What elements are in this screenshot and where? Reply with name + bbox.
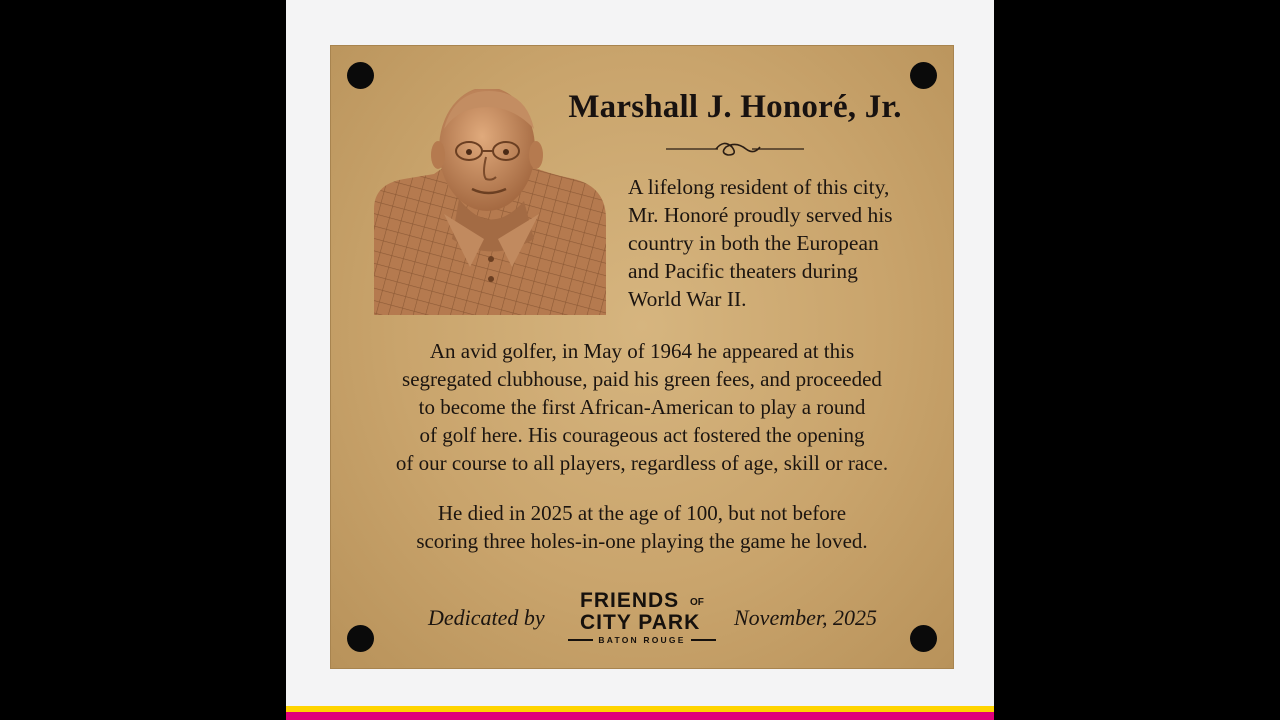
memorial-plaque	[330, 45, 954, 669]
bottom-stripe-magenta	[286, 712, 994, 720]
mounting-bolt-bottom-left	[347, 625, 374, 652]
mounting-bolt-top-right	[910, 62, 937, 89]
logo-of: OF	[690, 597, 704, 608]
golf-history-paragraph	[330, 337, 954, 477]
legacy-paragraph	[330, 499, 954, 555]
paragraph-line: An avid golfer, in May of 1964 he appeared at this	[429, 339, 855, 363]
paragraph-line: of our course to all players, regardless of age, skill or race.	[395, 451, 889, 475]
friends-of-city-park-logo	[562, 589, 722, 649]
paragraph-line: He died in 2025 at the age of 100, but not before	[437, 501, 847, 525]
logo-line-city-park: CITY PARK	[580, 611, 701, 634]
paragraph-line: segregated clubhouse, paid his green fees, and proceeded	[402, 367, 882, 391]
intro-paragraph	[628, 173, 928, 313]
dedicated-by-text: Dedicated by	[428, 605, 545, 630]
intro-line: A lifelong resident of this city,	[628, 175, 890, 199]
intro-line: country in both the European	[628, 231, 879, 255]
paragraph-line: to become the first African-American to play a round	[418, 395, 866, 419]
intro-line: and Pacific theaters during	[628, 259, 858, 283]
flourish-ornament	[666, 137, 804, 161]
intro-line: Mr. Honoré proudly served his	[628, 203, 893, 227]
logo-line-friends: FRIENDS	[580, 589, 680, 612]
intro-line: World War II.	[628, 287, 747, 311]
logo-line-baton-rouge: BATON ROUGE	[568, 635, 716, 645]
dedication-date: November, 2025	[734, 605, 877, 630]
paragraph-line: of golf here. His courageous act fostered the opening	[419, 423, 865, 447]
mounting-bolt-top-left	[347, 62, 374, 89]
mounting-bolt-bottom-right	[910, 625, 937, 652]
plaque-title: Marshall J. Honoré, Jr.	[568, 89, 902, 125]
paragraph-line: scoring three holes-in-one playing the game he loved.	[416, 529, 868, 553]
